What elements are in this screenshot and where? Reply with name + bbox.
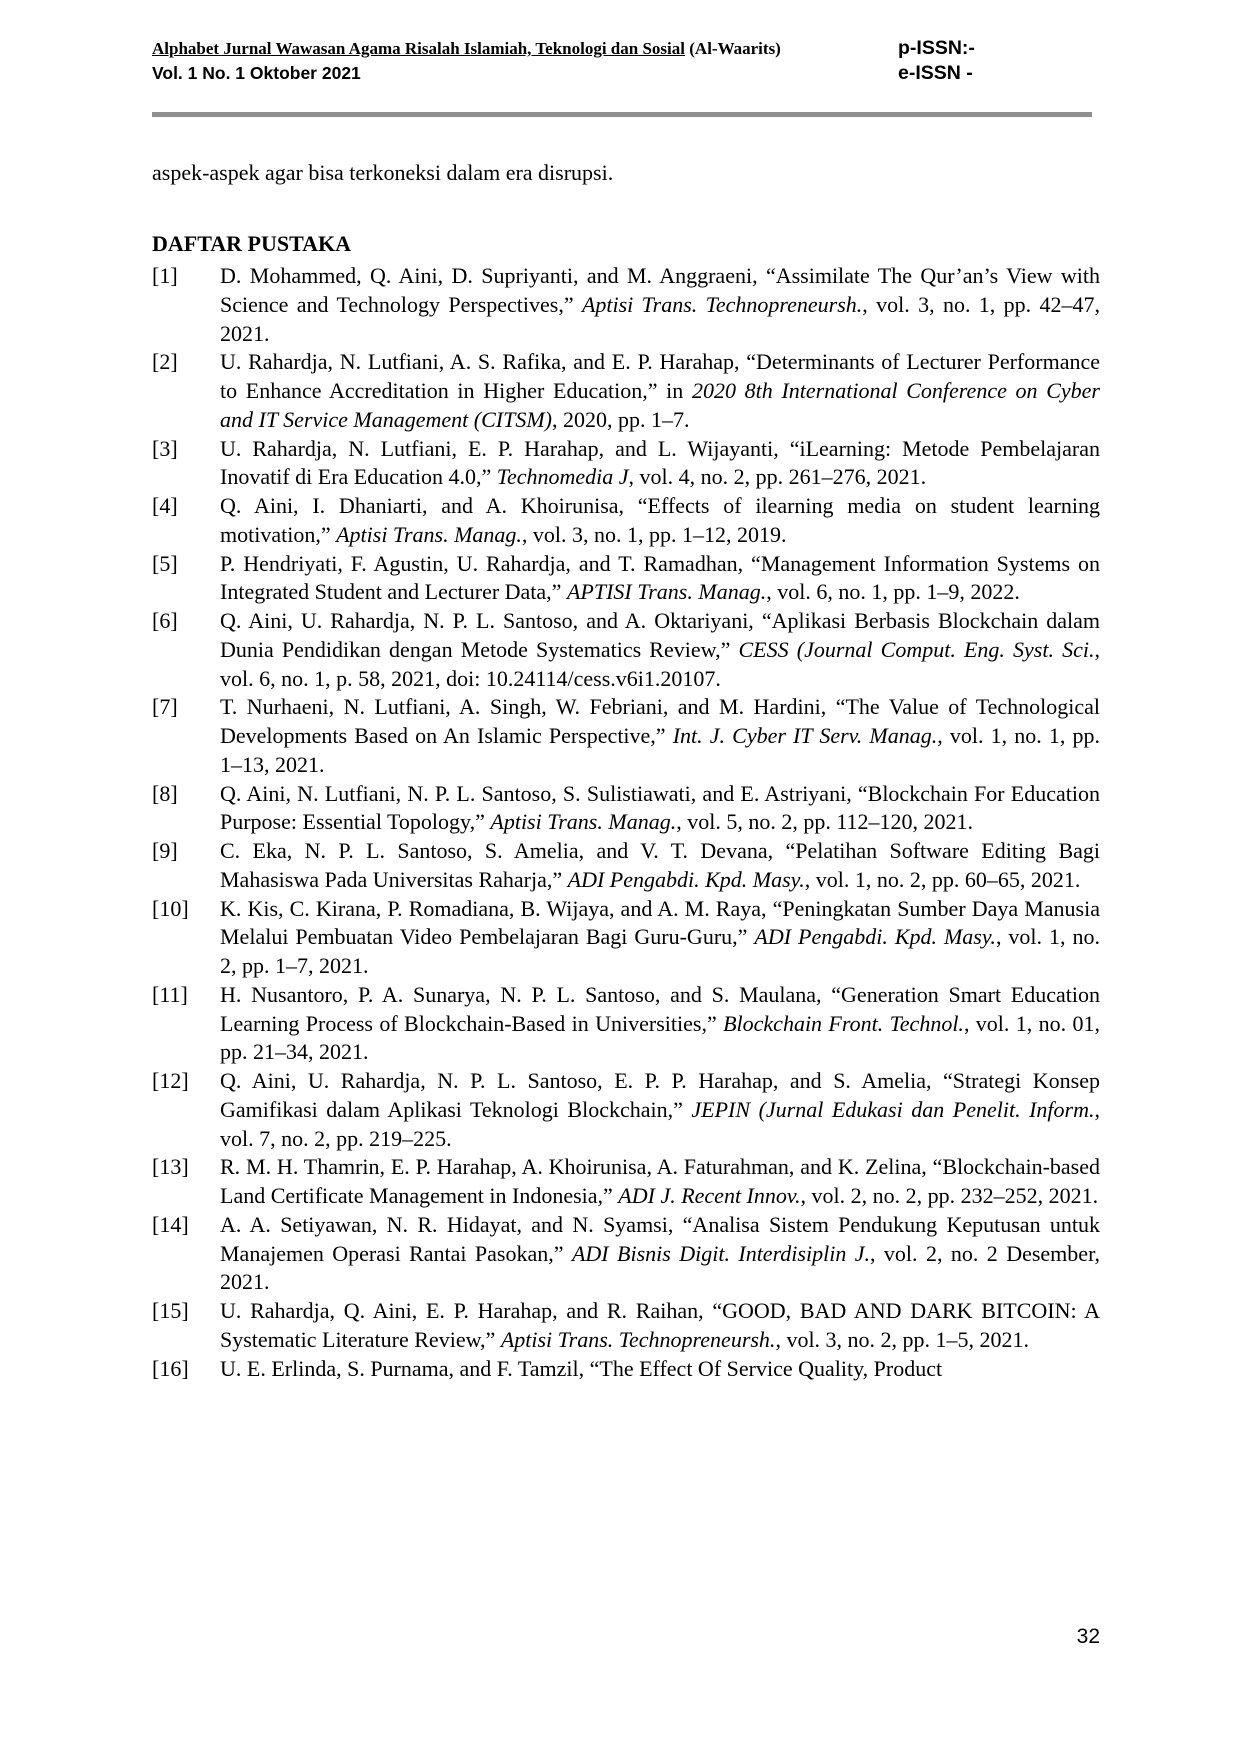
reference-text: R. M. H. Thamrin, E. P. Harahap, A. Khoirunisa, A. Faturahman, and K. Zelina, “Blockchain-based Land Certificate Management in Indonesia,” ADI J. Recent Innov., vol. 2, no. 2, pp. 232–252, 2021.: [220, 1154, 1100, 1208]
page-header-left: [152, 38, 892, 84]
reference-text: H. Nusantoro, P. A. Sunarya, N. P. L. Santoso, and S. Maulana, “Generation Smart Education Learning Process of Blockchain-Based in Universities,” Blockchain Front. Technol., vol. 1, no. 01, pp. 21–34, 2021.: [220, 981, 1100, 1065]
reference-item: [152, 1355, 1100, 1384]
reference-label: [8]: [152, 780, 178, 806]
reference-label: [6]: [152, 608, 178, 633]
reference-text: U. E. Erlinda, S. Purnama, and F. Tamzil, “The Effect Of Service Quality, Product: [220, 1355, 943, 1381]
reference-item: [152, 550, 1100, 608]
reference-item: [152, 1067, 1100, 1153]
reference-item: [152, 780, 1100, 838]
reference-label: [10]: [152, 895, 189, 921]
header-divider: [152, 112, 1092, 117]
reference-label: [11]: [152, 981, 188, 1007]
reference-item: [152, 693, 1100, 779]
reference-label: [9]: [152, 838, 178, 863]
reference-text: Q. Aini, I. Dhaniarti, and A. Khoirunisa, “Effects of ilearning media on student learning motivation,” Aptisi Trans. Manag., vol. 3, no. 1, pp. 1–12, 2019.: [220, 493, 1100, 547]
volume-issue-line: Vol. 1 No. 1 Oktober 2021: [152, 63, 361, 83]
reference-text: U. Rahardja, N. Lutfiani, A. S. Rafika, and E. P. Harahap, “Determinants of Lecturer Performance to Enhance Accreditation in Higher Education,” in 2020 8th International Conference on Cyber and IT Service Management (CITSM), 2020, pp. 1–7.: [220, 349, 1100, 432]
page-body: [152, 158, 1100, 1383]
journal-abbreviation: (Al-Waarits): [689, 39, 781, 58]
reference-label: [14]: [152, 1211, 189, 1237]
reference-label: [12]: [152, 1068, 189, 1093]
reference-label: [2]: [152, 349, 178, 375]
reference-text: P. Hendriyati, F. Agustin, U. Rahardja, and T. Ramadhan, “Management Information Systems on Integrated Student and Lecturer Data,” APTISI Trans. Manag., vol. 6, no. 1, pp. 1–9, 2022.: [220, 550, 1100, 605]
reference-label: [16]: [152, 1355, 189, 1381]
reference-label: [1]: [152, 263, 178, 288]
journal-title: Alphabet Jurnal Wawasan Agama Risalah Islamiah, Teknologi dan Sosial: [152, 39, 685, 58]
reference-label: [15]: [152, 1298, 189, 1323]
references-list: [152, 262, 1100, 1383]
page-number: 32: [1076, 1625, 1100, 1648]
reference-label: [4]: [152, 493, 178, 518]
reference-text: U. Rahardja, N. Lutfiani, E. P. Harahap, and L. Wijayanti, “iLearning: Metode Pembelajaran Inovatif di Era Education 4.0,” Technomedia J, vol. 4, no. 2, pp. 261–276, 2021.: [220, 435, 1100, 490]
page-header-issn: [898, 36, 1098, 86]
reference-text: Q. Aini, U. Rahardja, N. P. L. Santoso, and A. Oktariyani, “Aplikasi Berbasis Blockchain dalam Dunia Pendidikan dengan Metode Systematics Review,” CESS (Journal Comput. Eng. Syst. Sci., vol. 6, no. 1, p. 58, 2021, doi: 10.24114/cess.v6i1.20107.: [220, 608, 1100, 691]
reference-item: [152, 262, 1100, 348]
reference-text: D. Mohammed, Q. Aini, D. Supriyanti, and M. Anggraeni, “Assimilate The Qur’an’s View with Science and Technology Perspectives,” Aptisi Trans. Technopreneursh., vol. 3, no. 1, pp. 42–47, 2021.: [220, 263, 1100, 346]
reference-text: T. Nurhaeni, N. Lutfiani, A. Singh, W. Febriani, and M. Hardini, “The Value of Technological Developments Based on An Islamic Perspective,” Int. J. Cyber IT Serv. Manag., vol. 1, no. 1, pp. 1–13, 2021.: [220, 694, 1100, 777]
reference-item: [152, 1297, 1100, 1355]
reference-label: [7]: [152, 694, 178, 720]
p-issn: p-ISSN:-: [898, 37, 975, 59]
reference-label: [3]: [152, 435, 178, 461]
reference-label: [13]: [152, 1154, 189, 1180]
reference-item: [152, 981, 1100, 1067]
reference-text: Q. Aini, U. Rahardja, N. P. L. Santoso, E. P. P. Harahap, and S. Amelia, “Strategi Konsep Gamifikasi dalam Aplikasi Teknologi Blockchain,” JEPIN (Jurnal Edukasi dan Penelit. Inform., vol. 7, no. 2, pp. 219–225.: [220, 1068, 1100, 1151]
reference-item: [152, 435, 1100, 493]
reference-text: A. A. Setiyawan, N. R. Hidayat, and N. Syamsi, “Analisa Sistem Pendukung Keputusan untuk Manajemen Operasi Rantai Pasokan,” ADI Bisnis Digit. Interdisiplin J., vol. 2, no. 2 Desember, 2021.: [220, 1211, 1101, 1295]
reference-text: U. Rahardja, Q. Aini, E. P. Harahap, and R. Raihan, “GOOD, BAD AND DARK BITCOIN: A Systematic Literature Review,” Aptisi Trans. Technopreneursh., vol. 3, no. 2, pp. 1–5, 2021.: [220, 1298, 1100, 1352]
reference-item: [152, 492, 1100, 550]
reference-text: Q. Aini, N. Lutfiani, N. P. L. Santoso, S. Sulistiawati, and E. Astriyani, “Blockchain For Education Purpose: Essential Topology,” Aptisi Trans. Manag., vol. 5, no. 2, pp. 112–120, 2021.: [220, 780, 1100, 835]
reference-item: [152, 348, 1100, 434]
reference-item: [152, 837, 1100, 895]
journal-title-line: [152, 38, 892, 59]
reference-item: [152, 1211, 1100, 1297]
closing-paragraph: aspek-aspek agar bisa terkoneksi dalam era disrupsi.: [152, 160, 614, 185]
reference-label: [5]: [152, 550, 178, 576]
reference-item: [152, 607, 1100, 693]
reference-text: C. Eka, N. P. L. Santoso, S. Amelia, and V. T. Devana, “Pelatihan Software Editing Bagi Mahasiswa Pada Universitas Raharja,” ADI Pengabdi. Kpd. Masy., vol. 1, no. 2, pp. 60–65, 2021.: [220, 838, 1100, 892]
reference-item: [152, 895, 1100, 981]
references-heading: DAFTAR PUSTAKA: [152, 231, 352, 256]
e-issn: e-ISSN -: [898, 62, 973, 84]
reference-item: [152, 1153, 1100, 1211]
reference-text: K. Kis, C. Kirana, P. Romadiana, B. Wijaya, and A. M. Raya, “Peningkatan Sumber Daya Manusia Melalui Pembuatan Video Pembelajaran Bagi Guru-Guru,” ADI Pengabdi. Kpd. Masy., vol. 1, no. 2, pp. 1–7, 2021.: [220, 895, 1100, 978]
